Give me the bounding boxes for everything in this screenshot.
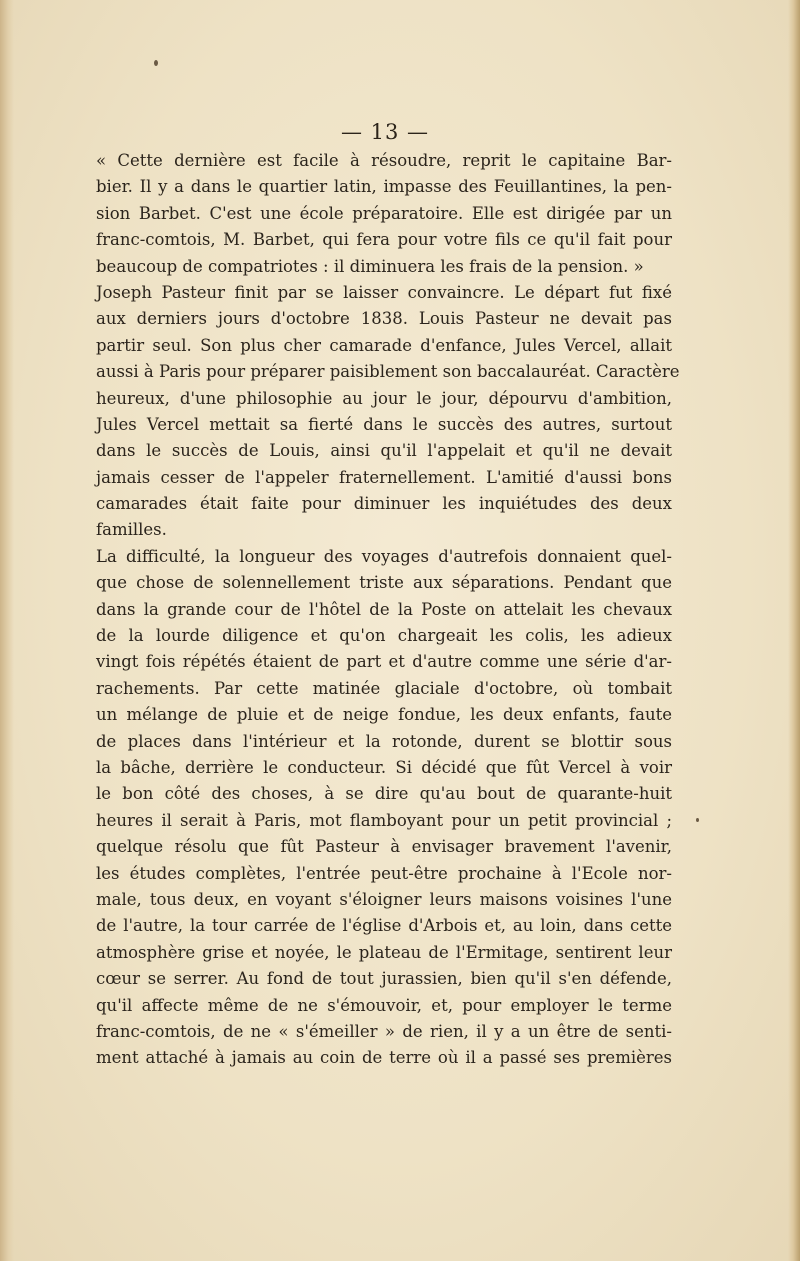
text-line: de places dans l'intérieur et la rotonde, durent se blottir sous [96,731,672,751]
text-line: le bon côté des choses, à se dire qu'au bout de quarante-huit [96,784,672,804]
text-line: aux derniers jours d'octobre 1838. Louis Pasteur ne devait pas [96,309,672,329]
text-line: que chose de solennellement triste aux séparations. Pendant que [96,573,672,593]
ink-speck [154,60,158,66]
page-right-edge [788,0,800,1261]
text-line: Jules Vercel mettait sa fierté dans le succès des autres, surtout [96,414,672,434]
text-line: cœur se serrer. Au fond de tout jurassien, bien qu'il s'en défende, [96,969,672,989]
text-line: La difficulté, la longueur des voyages d'autrefois donnaient quel- [96,546,672,566]
text-line: franc-comtois, de ne « s'émeiller » de rien, il y a un être de senti- [96,1021,672,1041]
text-line: bier. Il y a dans le quartier latin, impasse des Feuillantines, la pen- [96,177,672,197]
page-left-edge [0,0,14,1261]
text-line: dans le succès de Louis, ainsi qu'il l'appelait et qu'il ne devait [96,441,672,461]
text-line: de l'autre, la tour carrée de l'église d'Arbois et, au loin, dans cette [96,916,672,936]
text-line: un mélange de pluie et de neige fondue, les deux enfants, faute [96,705,672,725]
text-line: « Cette dernière est facile à résoudre, reprit le capitaine Bar- [96,151,672,170]
text-line: partir seul. Son plus cher camarade d'enfance, Jules Vercel, allait [96,335,672,355]
body-text [96,148,680,1072]
text-line: la bâche, derrière le conducteur. Si décidé que fût Vercel à voir [96,757,672,777]
text-line: rachements. Par cette matinée glaciale d'octobre, où tombait [96,678,672,698]
text-line: qu'il affecte même de ne s'émouvoir, et, pour employer le terme [96,995,672,1015]
text-line: familles. [96,520,167,540]
ink-speck [696,818,699,822]
text-line: beaucoup de compatriotes : il diminuera les frais de la pension. » [96,256,644,276]
text-line: aussi à Paris pour préparer paisiblement son baccalauréat. Caractère [96,362,680,382]
text-line: franc-comtois, M. Barbet, qui fera pour votre fils ce qu'il fait pour [96,230,672,250]
text-line: vingt fois répétés étaient de part et d'autre comme une série d'ar- [96,652,672,672]
text-line: de la lourde diligence et qu'on chargeait les colis, les adieux [96,626,672,646]
text-line: atmosphère grise et noyée, le plateau de l'Ermitage, sentirent leur [96,942,672,962]
text-line: sion Barbet. C'est une école préparatoire. Elle est dirigée par un [96,203,672,223]
text-line: dans la grande cour de l'hôtel de la Poste on attelait les chevaux [96,599,672,619]
text-line: camarades était faite pour diminuer les inquiétudes des deux [96,494,672,514]
text-line: Joseph Pasteur finit par se laisser convaincre. Le départ fut fixé [96,282,672,302]
text-line: ment attaché à jamais au coin de terre où il a passé ses premières [96,1048,672,1068]
text-line: quelque résolu que fût Pasteur à envisager bravement l'avenir, [96,837,672,857]
text-line: heureux, d'une philosophie au jour le jour, dépourvu d'ambition, [96,388,672,408]
text-line: les études complètes, l'entrée peut-être prochaine à l'Ecole nor- [96,863,672,883]
text-line: heures il serait à Paris, mot flamboyant pour un petit provincial ; [96,810,672,830]
page-number: — 13 — [340,120,430,144]
text-line: male, tous deux, en voyant s'éloigner leurs maisons voisines l'une [96,889,672,909]
text-line: jamais cesser de l'appeler fraternellement. L'amitié d'aussi bons [96,467,672,487]
